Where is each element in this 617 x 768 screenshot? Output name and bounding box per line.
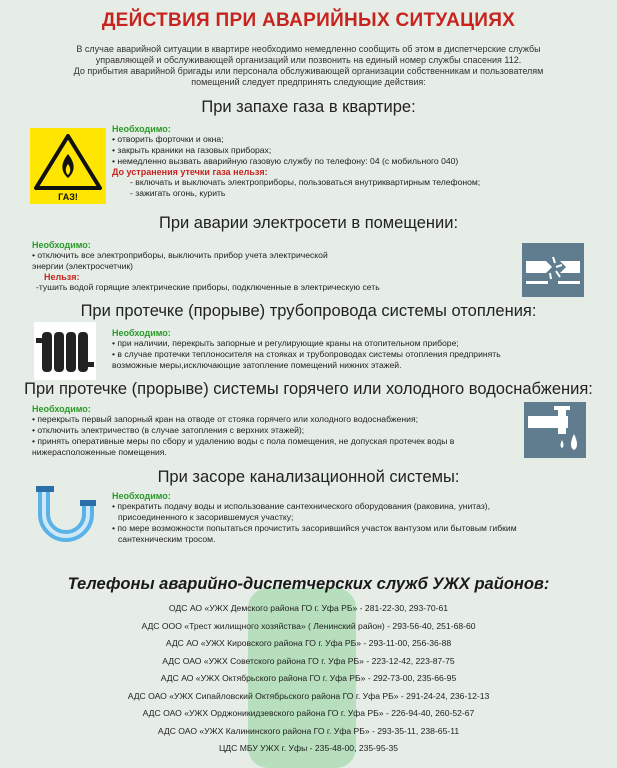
gas-forbid-item: - зажигать огонь, курить — [130, 188, 226, 198]
gas-section-title: При запахе газа в квартире: — [201, 98, 416, 116]
electric-need-item: энергии (электросчетчик) — [32, 261, 134, 271]
water-need-item: • принять оперативные меры по сбору и удалению воды с пола помещения, не допуская протечек воды в — [32, 436, 455, 446]
gas-forbid-label: До устранения утечки газа нельзя: — [112, 167, 268, 177]
phone-entry: АДС АО «УЖХ Октябрьского района ГО г. Уфа РБ» - 292-73-00, 235-66-95 — [160, 673, 457, 683]
heating-need-item: • в случае протечки теплоносителя на стояках и трубопроводах системы отопления предпринять — [112, 349, 501, 359]
phone-entry: АДС ООО «Трест жилищного хозяйства» ( Ленинский район) - 293-56-40, 251-68-60 — [141, 620, 476, 631]
phone-entry: АДС ОАО «УЖХ Советского района ГО г. Уфа РБ» - 223-12-42, 223-87-75 — [162, 655, 455, 666]
electric-block — [32, 240, 380, 293]
phone-entry: ЦДС МБУ УЖХ г. Уфы - 235-48-00, 235-95-35 — [218, 743, 399, 753]
water-section-title: При протечке (прорыве) системы горячего или холодного водоснабжения: — [24, 380, 593, 398]
electric-forbid-label: Нельзя: — [44, 272, 80, 282]
electric-need-item: • отключить все электроприборы, выключить прибор учета электрической — [32, 250, 328, 260]
sewer-need-item: присоединенного к засорившемуся участку; — [118, 512, 294, 522]
electric-section-title: При аварии электросети в помещении: — [158, 214, 459, 232]
drain-pipe-icon — [34, 484, 98, 548]
phone-entry: ОДС АО «УЖХ Демского района ГО г. Уфа РБ» - 281-22-30, 293-70-61 — [168, 603, 449, 613]
water-need-item: • отключить электричество (в случае затопления с верхних этажей); — [32, 425, 305, 435]
gas-icon-label: ГАЗ! — [58, 192, 78, 202]
gas-forbid-item: - включать и выключать электроприборы, пользоваться внутриквартирным телефоном; — [130, 177, 481, 187]
page-title: ДЕЙСТВИЯ ПРИ АВАРИЙНЫХ СИТУАЦИЯХ — [101, 10, 516, 31]
electric-need-label: Необходимо: — [32, 240, 91, 250]
gas-block — [112, 124, 480, 199]
heating-need-item: возможные меры,исключающие затопление помещений нижних этажей. — [112, 360, 402, 370]
phones-title: Телефоны аварийно-диспетчерских служб УЖХ районов: — [67, 575, 550, 593]
phone-entry: АДС ОАО «УЖХ Орджоникидзевского района ГО г. Уфа РБ» - 226-94-40, 260-52-67 — [142, 708, 475, 718]
water-pipe-icon — [524, 402, 586, 458]
water-need-item: • перекрыть первый запорный кран на отводе от стояка горячего или холодного водоснабжения; — [32, 414, 419, 424]
heating-section-title: При протечке (прорыве) трубопровода системы отопления: — [80, 302, 537, 320]
intro-line: До прибытия аварийной бригады или персонала обслуживающей организации собственникам и пользователям — [73, 66, 544, 76]
radiator-icon — [34, 322, 96, 380]
gas-need-label: Необходимо: — [112, 124, 171, 134]
sewer-need-label: Необходимо: — [112, 491, 171, 501]
heating-need-label: Необходимо: — [112, 328, 171, 338]
gas-need-item: • закрыть краники на газовых приборах; — [112, 145, 272, 155]
gas-need-item: • немедленно вызвать аварийную газовую службу по телефону: 04 (с мобильного 040) — [112, 156, 459, 166]
phone-entry: АДС ОАО «УЖХ Сипайловский Октябрьского района ГО г. Уфа РБ» - 291-24-24, 236-12-13 — [127, 690, 490, 701]
phones-list — [0, 600, 617, 758]
water-need-label: Необходимо: — [32, 404, 91, 414]
electric-forbid-item: -тушить водой горящие электрические приборы, подключенные в электрическую сеть — [36, 282, 380, 292]
gas-need-item: • отворить форточки и окна; — [112, 134, 224, 144]
water-block — [32, 404, 454, 458]
sewer-need-item: • по мере возможности попытаться прочистить засорившийся участок вантузом или бытовым гибким — [112, 523, 517, 533]
intro-line: В случае аварийной ситуации в квартире необходимо немедленно сообщить об этом в диспетчерские службы — [76, 44, 541, 54]
intro-line: помещений следует предпринять следующие действия: — [191, 77, 426, 87]
intro-text — [20, 44, 597, 88]
phone-entry: АДС ОАО «УЖХ Калининского района ГО г. Уфа РБ» - 293-35-11, 238-65-11 — [157, 725, 460, 736]
broken-wire-icon — [522, 243, 584, 297]
intro-line: управляющей и обслуживающей организаций или позвонить на единый номер службы спасения 112. — [95, 55, 522, 65]
phone-entry: АДС АО «УЖХ Кировского района ГО г. Уфа РБ» - 293-11-00, 256-36-88 — [165, 638, 452, 648]
sewer-block — [112, 491, 517, 545]
sewer-section-title: При засоре канализационной системы: — [157, 468, 460, 486]
heating-need-item: • при наличии, перекрыть запорные и регулирующие краны на отопительном приборе; — [112, 338, 459, 348]
sewer-need-item: сантехническим тросом. — [118, 534, 216, 544]
gas-warning-icon — [30, 128, 106, 204]
sewer-need-item: • прекратить подачу воды и использование сантехнического оборудования (раковина, унитаз), — [112, 501, 491, 511]
water-need-item: нижерасположенные помещения. — [32, 447, 167, 457]
heating-block — [112, 328, 501, 371]
